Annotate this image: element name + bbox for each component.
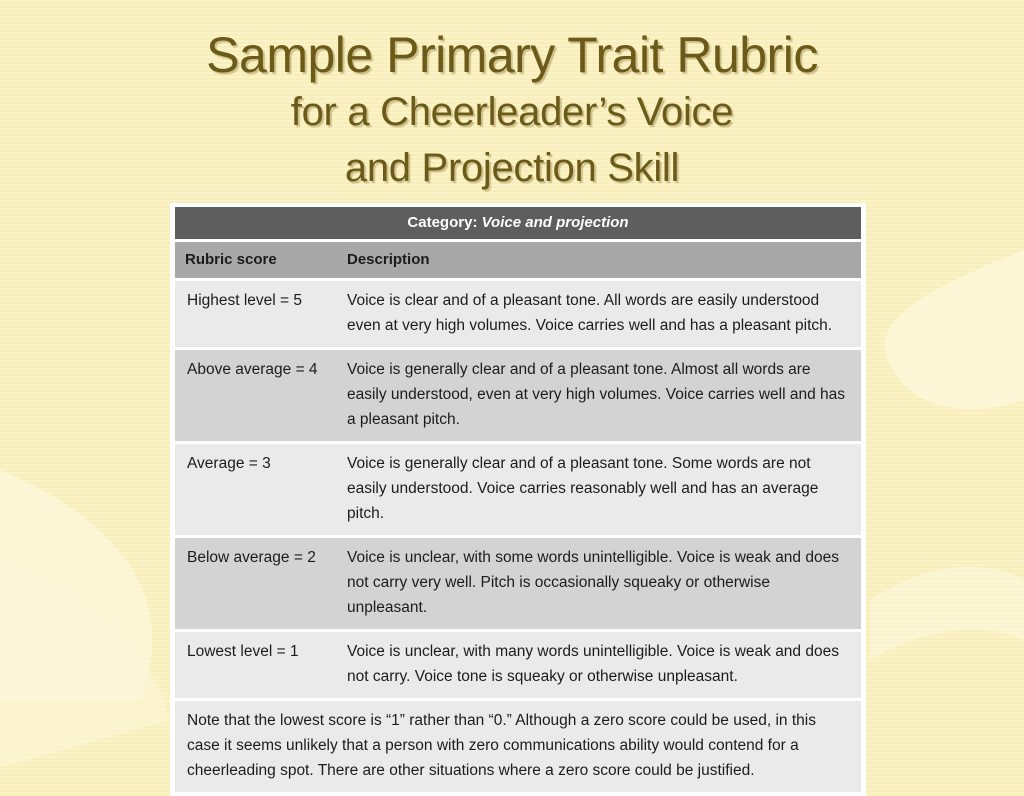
header-description: Description bbox=[337, 241, 861, 280]
header-row bbox=[175, 241, 861, 280]
category-value: Voice and projection bbox=[481, 214, 629, 231]
category-cell bbox=[175, 207, 861, 241]
rubric-table-card bbox=[170, 203, 866, 796]
rubric-table bbox=[175, 207, 861, 792]
description-cell: Voice is clear and of a pleasant tone. All words are easily understood even at very high volumes. Voice carries well and has a pleasant pitch. bbox=[337, 280, 861, 349]
category-label: Category: bbox=[407, 214, 478, 231]
score-cell: Below average = 2 bbox=[175, 537, 337, 631]
score-cell: Average = 3 bbox=[175, 443, 337, 537]
header-rubric-score: Rubric score bbox=[175, 241, 337, 280]
description-cell: Voice is generally clear and of a pleasant tone. Almost all words are easily understood, even at very high volumes. Voice carries well and has a pleasant pitch. bbox=[337, 349, 861, 443]
score-cell: Highest level = 5 bbox=[175, 280, 337, 349]
description-cell: Voice is unclear, with some words unintelligible. Voice is weak and does not carry very well. Pitch is occasionally squeaky or otherwise unpleasant. bbox=[337, 537, 861, 631]
score-cell: Above average = 4 bbox=[175, 349, 337, 443]
note-row bbox=[175, 700, 861, 793]
slide-subtitle-line-2: and Projection Skill bbox=[344, 146, 680, 190]
note-text: Note that the lowest score is “1” rather than “0.” Although a zero score could be used, in this case it seems unlikely that a person with zero communications ability would contend for a cheerleading spot. There are other situations where a zero score could be justified. bbox=[175, 700, 861, 793]
score-cell: Lowest level = 1 bbox=[175, 631, 337, 700]
table-row bbox=[175, 631, 861, 700]
slide-title: Sample Primary Trait Rubric bbox=[206, 27, 818, 83]
table-row bbox=[175, 349, 861, 443]
table-row bbox=[175, 280, 861, 349]
description-cell: Voice is unclear, with many words unintelligible. Voice is weak and does not carry. Voice tone is squeaky or otherwise unpleasant. bbox=[337, 631, 861, 700]
category-row bbox=[175, 207, 861, 241]
slide-subtitle-line-1: for a Cheerleader’s Voice bbox=[290, 90, 734, 134]
slide-title-block bbox=[0, 26, 1024, 196]
description-cell: Voice is generally clear and of a pleasant tone. Some words are not easily understood. Voice carries reasonably well and has an average pitch. bbox=[337, 443, 861, 537]
table-row bbox=[175, 443, 861, 537]
table-row bbox=[175, 537, 861, 631]
